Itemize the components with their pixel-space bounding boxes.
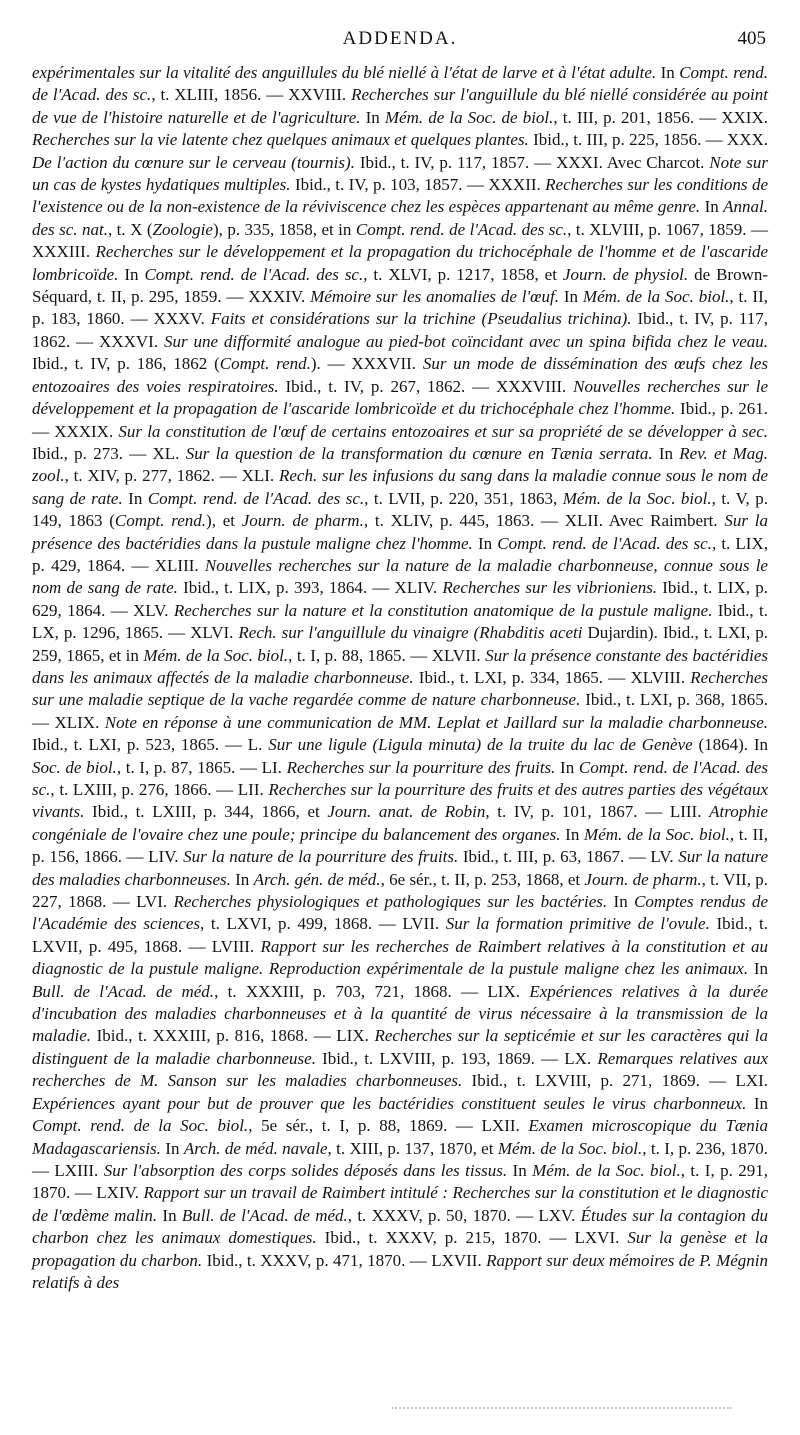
italic-text: Mém. de la Soc. biol.: [582, 287, 730, 307]
text-run: , t. X (: [107, 219, 153, 239]
italic-text: Recherches sur la pourriture des fruits et des autres parties des végétaux vivants.: [32, 780, 769, 822]
text-run: , t. LIX, p. 429, 1864. — XLIII.: [32, 533, 768, 575]
text-run: Ibid., t. XXXIII, p. 816, 1868. — LIX.: [91, 1026, 375, 1046]
italic-text: Arch. gén. de méd.: [253, 869, 381, 889]
text-run: Ibid., t. IV, p. 117, 1857. — XXXI. Avec Charcot.: [354, 152, 710, 172]
text-run: In: [700, 197, 724, 217]
italic-text: Rev. et Mag. zool.: [32, 443, 768, 486]
italic-text: Mémoire sur les anomalies de l'œuf.: [310, 287, 559, 307]
text-run: , t. I, p. 291, 1870. — LXIV.: [32, 1160, 769, 1203]
text-run: In: [748, 959, 768, 979]
italic-text: Rapport sur les recherches de Raimbert relatives à la constitution et au diagnostic de la pustule maligne. Reproduction expérimentale de la pustule maligne chez les animaux.: [32, 936, 768, 979]
text-run: In: [160, 1138, 184, 1158]
text-run: , 5e sér., t. I, p. 88, 1869. — LXII.: [248, 1116, 529, 1136]
text-run: In: [118, 264, 145, 284]
text-run: , t. XLIV, p. 445, 1863. — XLII. Avec Raimbert.: [363, 511, 725, 531]
italic-text: Rech. sur l'anguillule du vinaigre (Rhabditis aceti: [238, 623, 583, 643]
text-run: ), et: [206, 511, 242, 531]
text-run: In: [555, 757, 579, 777]
text-run: In: [607, 892, 635, 912]
text-run: Ibid., t. LIX, p. 629, 1864. — XLV.: [32, 578, 768, 620]
page-header: [32, 28, 768, 56]
italic-text: Mém. de la Soc. biol.: [562, 488, 712, 508]
text-run: Ibid., p. 261. — XXXIX.: [32, 399, 768, 441]
text-run: , t. IV, p. 101, 1867. — LIII.: [485, 802, 710, 822]
italic-text: Recherches sur le développement et la propagation du trichocéphale de l'homme et de l'ascaride lombricoïde.: [32, 242, 768, 284]
italic-text: Examen microscopique du Tænia Madagascariensis.: [32, 1116, 768, 1158]
text-run: In: [558, 287, 583, 307]
italic-text: Bull. de l'Acad. de méd.: [181, 1205, 348, 1225]
italic-text: Recherches sur la vie latente chez quelques animaux et quelques plantes.: [32, 130, 529, 150]
text-run: , t. I, p. 88, 1865. — XLVII.: [288, 645, 486, 665]
italic-text: Atrophie congéniale de l'ovaire chez une poule; principe du balancement des organes.: [32, 802, 768, 844]
italic-text: Note en réponse à une communication de MM. Leplat et Jaillard sur la maladie charbonneuse.: [104, 712, 768, 732]
text-run: Ibid., t. XXXV, p. 471, 1870. — LXVII.: [202, 1250, 487, 1270]
text-run: , t. I, p. 236, 1870. — LXIII.: [32, 1138, 768, 1180]
italic-text: Compt. rend. de l'Acad. des sc.: [147, 488, 365, 508]
text-run: , t. XXXV, p. 50, 1870. — LXV.: [347, 1205, 581, 1225]
italic-text: Sur une ligule (Ligula minuta) de la truite du lac de Genève: [268, 735, 693, 755]
italic-text: Recherches sur la nature et la constitution anatomique de la pustule maligne.: [173, 600, 713, 620]
text-run: In: [472, 533, 498, 553]
text-run: Ibid., p. 273. — XL.: [32, 443, 186, 463]
text-run: In: [560, 824, 585, 844]
italic-text: De l'action du cœnure sur le cerveau (tournis).: [32, 152, 355, 172]
italic-text: Sur la nature de la pourriture des fruits.: [183, 847, 459, 867]
italic-text: Recherches sur les vibrioniens.: [442, 578, 658, 598]
text-run: Ibid., t. III, p. 63, 1867. — LV.: [458, 847, 679, 867]
text-run: , t. LVII, p. 220, 351, 1863,: [364, 488, 563, 508]
text-run: Ibid., t. LXI, p. 368, 1865. — XLIX.: [32, 690, 768, 732]
italic-text: Mém. de la Soc. de biol.: [384, 107, 554, 127]
italic-text: Rapport sur un travail de Raimbert intitulé : Recherches sur la constitution et le diagnostic de l'œdème malin.: [32, 1183, 768, 1225]
text-run: , t. XXXIII, p. 703, 721, 1868. — LIX.: [214, 981, 530, 1001]
italic-text: Mém. de la Soc. biol.: [497, 1138, 643, 1158]
italic-text: Journ. de pharm.: [584, 869, 702, 889]
text-run: Ibid., t. IV, p. 267, 1862. — XXXVIII.: [278, 376, 574, 396]
italic-text: Sur une difformité analogue au pied-bot coïncidant avec un spina bifida chez le veau.: [163, 331, 768, 351]
italic-text: Remarques relatives aux recherches de M. Sanson sur les maladies charbonneuses.: [32, 1048, 768, 1091]
text-run: Ibid., t. XXXV, p. 215, 1870. — LXVI.: [316, 1228, 628, 1248]
text-run: In: [230, 869, 254, 889]
text-run: Dujardin). Ibid., t. LXI, p. 259, 1865, et in: [32, 623, 768, 665]
italic-text: Compt. rend.: [219, 354, 311, 374]
running-head: ADDENDA.: [342, 28, 458, 49]
text-run: In: [507, 1160, 533, 1180]
italic-text: Recherches sur l'anguillule du blé niellé considérée au point de vue de l'histoire naturelle et de l'agriculture.: [32, 85, 768, 127]
text-run: , t. XLVI, p. 1217, 1858, et: [363, 264, 563, 284]
italic-text: Sur l'absorption des corps solides déposés dans les tissus.: [103, 1160, 508, 1180]
text-run: , t. LXVI, p. 499, 1868. — LVII.: [200, 914, 446, 934]
text-run: , t. XIV, p. 277, 1862. — XLI.: [64, 466, 279, 486]
italic-text: Compt. rend. de la Soc. biol.: [32, 1116, 249, 1136]
text-run: , t. VII, p. 227, 1868. — LVI.: [32, 869, 768, 912]
text-run: Ibid., t. IV, p. 117, 1862. — XXXVI.: [32, 309, 768, 351]
italic-text: Recherches sur la septicémie et sur les caractères qui la distinguent de la maladie charbonneuse.: [32, 1026, 768, 1068]
italic-text: Sur la genèse et la propagation du charbon.: [32, 1228, 769, 1270]
text-run: Ibid., t. LXVIII, p. 271, 1869. — LXI.: [462, 1071, 768, 1091]
text-run: ). — XXXVII.: [310, 354, 423, 374]
text-run: , t. V, p. 149, 1863 (: [32, 488, 768, 531]
italic-text: Sur un mode de dissémination des œufs chez les entozoaires des voies respiratoires.: [32, 354, 768, 396]
italic-text: Bull. de l'Acad. de méd.: [32, 981, 215, 1001]
footer-rule: [392, 1407, 732, 1409]
text-run: In: [360, 107, 385, 127]
text-run: In: [652, 443, 680, 463]
italic-text: Recherches sur une maladie septique de la vache regardée comme de nature charbonneuse.: [32, 667, 768, 710]
italic-text: Nouvelles recherches sur le développement et la propagation de l'ascaride lombricoïde et du trichocéphale chez l'homme.: [32, 376, 769, 419]
text-run: ), p. 335, 1858, et in: [212, 219, 356, 239]
italic-text: Sur la nature des maladies charbonneuses.: [32, 847, 769, 889]
text-run: , t. XIII, p. 137, 1870, et: [327, 1138, 498, 1158]
italic-text: Compt. rend. de l'Acad. des sc.: [144, 264, 364, 284]
text-run: In: [122, 488, 148, 508]
text-run: In: [157, 1205, 182, 1225]
italic-text: Recherches sur la pourriture des fruits.: [286, 757, 556, 777]
italic-text: Expériences relatives à la durée d'incubation des maladies charbonneuses et à la quantité de virus nécessaire à la transmission de la maladie.: [32, 981, 768, 1046]
italic-text: Sur la question de la transformation du cœnure en Tænia serrata.: [185, 443, 653, 463]
italic-text: Soc. de biol.: [32, 757, 117, 777]
italic-text: Sur la présence des bactéridies dans la pustule maligne chez l'homme.: [32, 511, 768, 553]
italic-text: Comptes rendus de l'Académie des sciences: [32, 892, 769, 934]
text-run: Ibid., t. LXI, p. 334, 1865. — XLVIII.: [413, 667, 691, 687]
italic-text: Note sur un cas de kystes hydatiques multiples.: [32, 152, 768, 195]
italic-text: Mém. de la Soc. biol.: [143, 645, 289, 665]
text-run: de Brown-Séquard, t. II, p. 295, 1859. — XXXIV.: [32, 264, 769, 307]
text-run: In: [656, 63, 680, 82]
italic-text: Nouvelles recherches sur la nature de la maladie charbonneuse, connue sous le nom de sang de rate.: [32, 555, 768, 598]
italic-text: expérimentales sur la vitalité des anguillules du blé niellé à l'état de larve et à l'état adulte.: [32, 63, 657, 82]
text-run: , t. III, p. 201, 1856. — XXIX.: [553, 107, 769, 127]
page: [32, 28, 768, 1294]
text-run: , t. II, p. 156, 1866. — LIV.: [32, 824, 769, 867]
italic-text: Compt. rend. de l'Acad. des sc.: [32, 757, 769, 799]
italic-text: Études sur la contagion du charbon chez les animaux domestiques.: [32, 1205, 769, 1248]
italic-text: Journ. de pharm.: [241, 511, 364, 531]
text-run: Ibid., t. LXIII, p. 344, 1866, et: [84, 802, 328, 822]
italic-text: Compt. rend. de l'Acad. des sc.: [497, 533, 712, 553]
text-run: , t. II, p. 183, 1860. — XXXV.: [32, 287, 768, 329]
italic-text: Journ. de physiol.: [562, 264, 689, 284]
italic-text: Rech. sur les infusions du sang dans la maladie connue sous le nom de sang de rate.: [32, 466, 768, 508]
italic-text: Compt. rend. de l'Acad. des sc.: [32, 63, 768, 105]
text-run: Ibid., t. LXVII, p. 495, 1868. — LVIII.: [32, 914, 769, 956]
text-run: , t. I, p. 87, 1865. — LI.: [116, 757, 287, 777]
text-run: Ibid., t. IV, p. 103, 1857. — XXXII.: [290, 175, 546, 195]
italic-text: Compt. rend.: [114, 511, 207, 531]
italic-text: Rapport sur deux mémoires de P. Mégnin relatifs à des: [32, 1250, 768, 1292]
italic-text: Recherches physiologiques et pathologiques sur les bactéries.: [173, 892, 608, 912]
italic-text: Sur la présence constante des bactéridies dans les animaux affectés de la maladie charbonneuse.: [32, 645, 768, 687]
text-run: Ibid., t. LX, p. 1296, 1865. — XLVI.: [32, 600, 768, 643]
text-run: Ibid., t. LXI, p. 523, 1865. — L.: [32, 735, 269, 755]
text-run: (1864). In: [692, 735, 768, 755]
italic-text: Faits et considérations sur la trichine (Pseudalius trichina).: [210, 309, 632, 329]
italic-text: Sur la constitution de l'œuf de certains entozoaires et sur sa propriété de se développer à sec.: [118, 421, 768, 441]
italic-text: Mém. de la Soc. biol.: [584, 824, 730, 844]
italic-text: Arch. de méd. navale: [183, 1138, 328, 1158]
italic-text: Mém. de la Soc. biol.: [532, 1160, 681, 1180]
text-run: Ibid., t. LIX, p. 393, 1864. — XLIV.: [177, 578, 443, 598]
italic-text: Journ. anat. de Robin: [327, 802, 486, 822]
italic-text: Compt. rend. de l'Acad. des sc.: [355, 219, 568, 239]
italic-text: Annal. des sc. nat.: [32, 197, 768, 239]
text-run: , t. XLVIII, p. 1067, 1859. — XXXIII.: [32, 219, 768, 262]
italic-text: Recherches sur les conditions de l'existence ou de la non-existence de la réviviscence chez les espèces appartenant au même genre.: [32, 175, 768, 217]
text-run: Ibid., t. LXVIII, p. 193, 1869. — LX.: [315, 1048, 598, 1068]
text-run: Ibid., t. IV, p. 186, 1862 (: [32, 354, 220, 374]
text-run: In: [746, 1093, 768, 1113]
italic-text: Zoologie: [152, 219, 213, 239]
page-number: 405: [737, 28, 766, 49]
text-run: , t. LXIII, p. 276, 1866. — LII.: [50, 780, 269, 799]
text-run: Ibid., t. III, p. 225, 1856. — XXX.: [528, 130, 768, 150]
italic-text: Expériences ayant pour but de prouver que les bactéridies constituent seules le virus charbonneux.: [32, 1093, 747, 1113]
italic-text: Sur la formation primitive de l'ovule.: [445, 914, 710, 934]
text-run: , 6e sér., t. II, p. 253, 1868, et: [380, 869, 585, 889]
text-run: , t. XLIII, 1856. — XXVIII.: [151, 85, 352, 105]
bibliography-paragraph: [32, 62, 768, 1294]
